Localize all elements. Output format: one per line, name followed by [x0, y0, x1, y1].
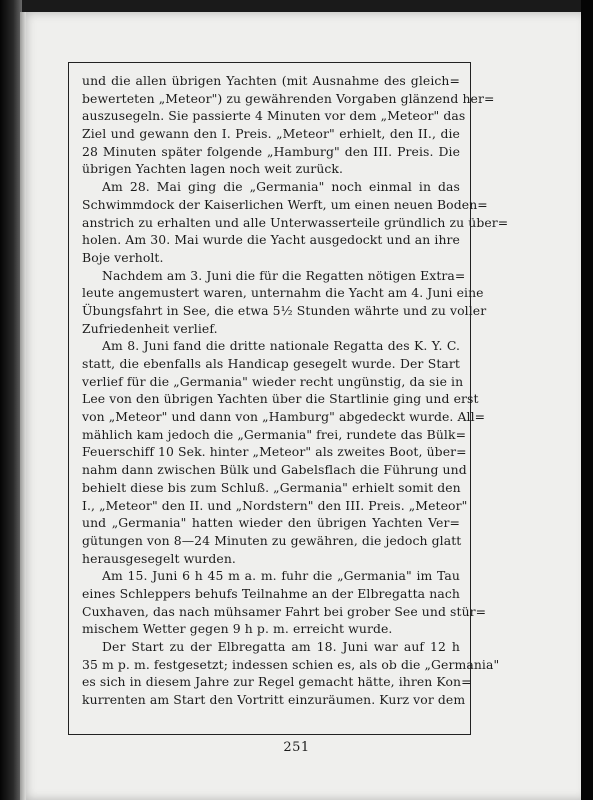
text-line: bewerteten „Meteor") zu gewährenden Vorgaben glänzend her=	[82, 90, 495, 106]
text-line: Am 15. Juni 6 h 45 m a. m. fuhr die „Germania" im Tau	[102, 568, 460, 584]
text-line: kurrenten am Start den Vortritt einzuräumen. Kurz vor dem	[82, 692, 466, 708]
text-line: herausgesegelt wurden.	[82, 550, 236, 566]
text-line: verlief für die „Germania" wieder recht ungünstig, da sie in	[82, 373, 464, 389]
text-line: Zufriedenheit verlief.	[82, 320, 218, 336]
text-line: Schwimmdock der Kaiserlichen Werft, um einen neuen Boden=	[82, 196, 488, 212]
text-line: statt, die ebenfalls als Handicap gesegelt wurde. Der Start	[82, 356, 460, 371]
text-line: I., „Meteor" den II. und „Nordstern" den III. Preis. „Meteor"	[82, 497, 468, 513]
text-line: Am 8. Juni fand die dritte nationale Regatta des K. Y. C.	[102, 338, 460, 354]
text-line: Ziel und gewann den I. Preis. „Meteor" erhielt, den II., die	[82, 126, 460, 142]
text-line: mischem Wetter gegen 9 h p. m. erreicht wurde.	[82, 621, 393, 637]
text-line: Übungsfahrt in See, die etwa 5½ Stunden währte und zu voller	[82, 302, 487, 318]
text-line: Boje verholt.	[82, 249, 164, 265]
page-gutter-shadow	[20, 12, 26, 800]
text-line: und die allen übrigen Yachten (mit Ausnahme des gleich=	[82, 73, 460, 88]
text-line: eines Schleppers behufs Teilnahme an der Elbregatta nach	[82, 585, 460, 601]
text-line: holen. Am 30. Mai wurde die Yacht ausgedockt und an ihre	[82, 232, 460, 248]
text-line: nahm dann zwischen Bülk und Gabelsflach die Führung und	[82, 462, 467, 478]
text-line: es sich in diesem Jahre zur Regel gemacht hätte, ihren Kon=	[82, 674, 472, 690]
text-line: Nachdem am 3. Juni die für die Regatten nötigen Extra=	[102, 267, 466, 283]
text-line: und „Germania" hatten wieder den übrigen Yachten Ver=	[82, 515, 460, 531]
text-line: mählich kam jedoch die „Germania" frei, rundete das Bülk=	[82, 426, 467, 442]
text-line: 28 Minuten später folgende „Hamburg" den III. Preis. Die	[82, 143, 460, 159]
scan-border-left	[0, 0, 22, 800]
text-line: auszusegeln. Sie passierte 4 Minuten vor dem „Meteor" das	[82, 108, 466, 124]
body-text	[82, 72, 509, 722]
text-line: behielt diese bis zum Schluß. „Germania" erhielt somit den	[82, 479, 461, 495]
text-line: 35 m p. m. festgesetzt; indessen schien es, als ob die „Germania"	[82, 656, 500, 672]
text-line: leute angemustert waren, unternahm die Yacht am 4. Juni eine	[82, 285, 484, 301]
scan-border-right	[581, 0, 593, 800]
text-line: Der Start zu der Elbregatta am 18. Juni war auf 12 h	[102, 639, 460, 654]
text-line: gütungen von 8—24 Minuten zu gewähren, die jedoch glatt	[82, 532, 462, 548]
text-line: Am 28. Mai ging die „Germania" noch einmal in das	[102, 179, 460, 195]
page-number: 251	[283, 740, 310, 755]
text-line: Feuerschiff 10 Sek. hinter „Meteor" als zweites Boot, über=	[82, 444, 467, 460]
text-line: von „Meteor" und dann von „Hamburg" abgedeckt wurde. All=	[82, 409, 486, 425]
text-line: übrigen Yachten lagen noch weit zurück.	[82, 161, 344, 177]
text-line: anstrich zu erhalten und alle Unterwasserteile gründlich zu über=	[82, 214, 509, 230]
text-line: Cuxhaven, das nach mühsamer Fahrt bei grober See und stür=	[82, 603, 487, 619]
text-line: Lee von den übrigen Yachten über die Startlinie ging und erst	[82, 391, 479, 407]
